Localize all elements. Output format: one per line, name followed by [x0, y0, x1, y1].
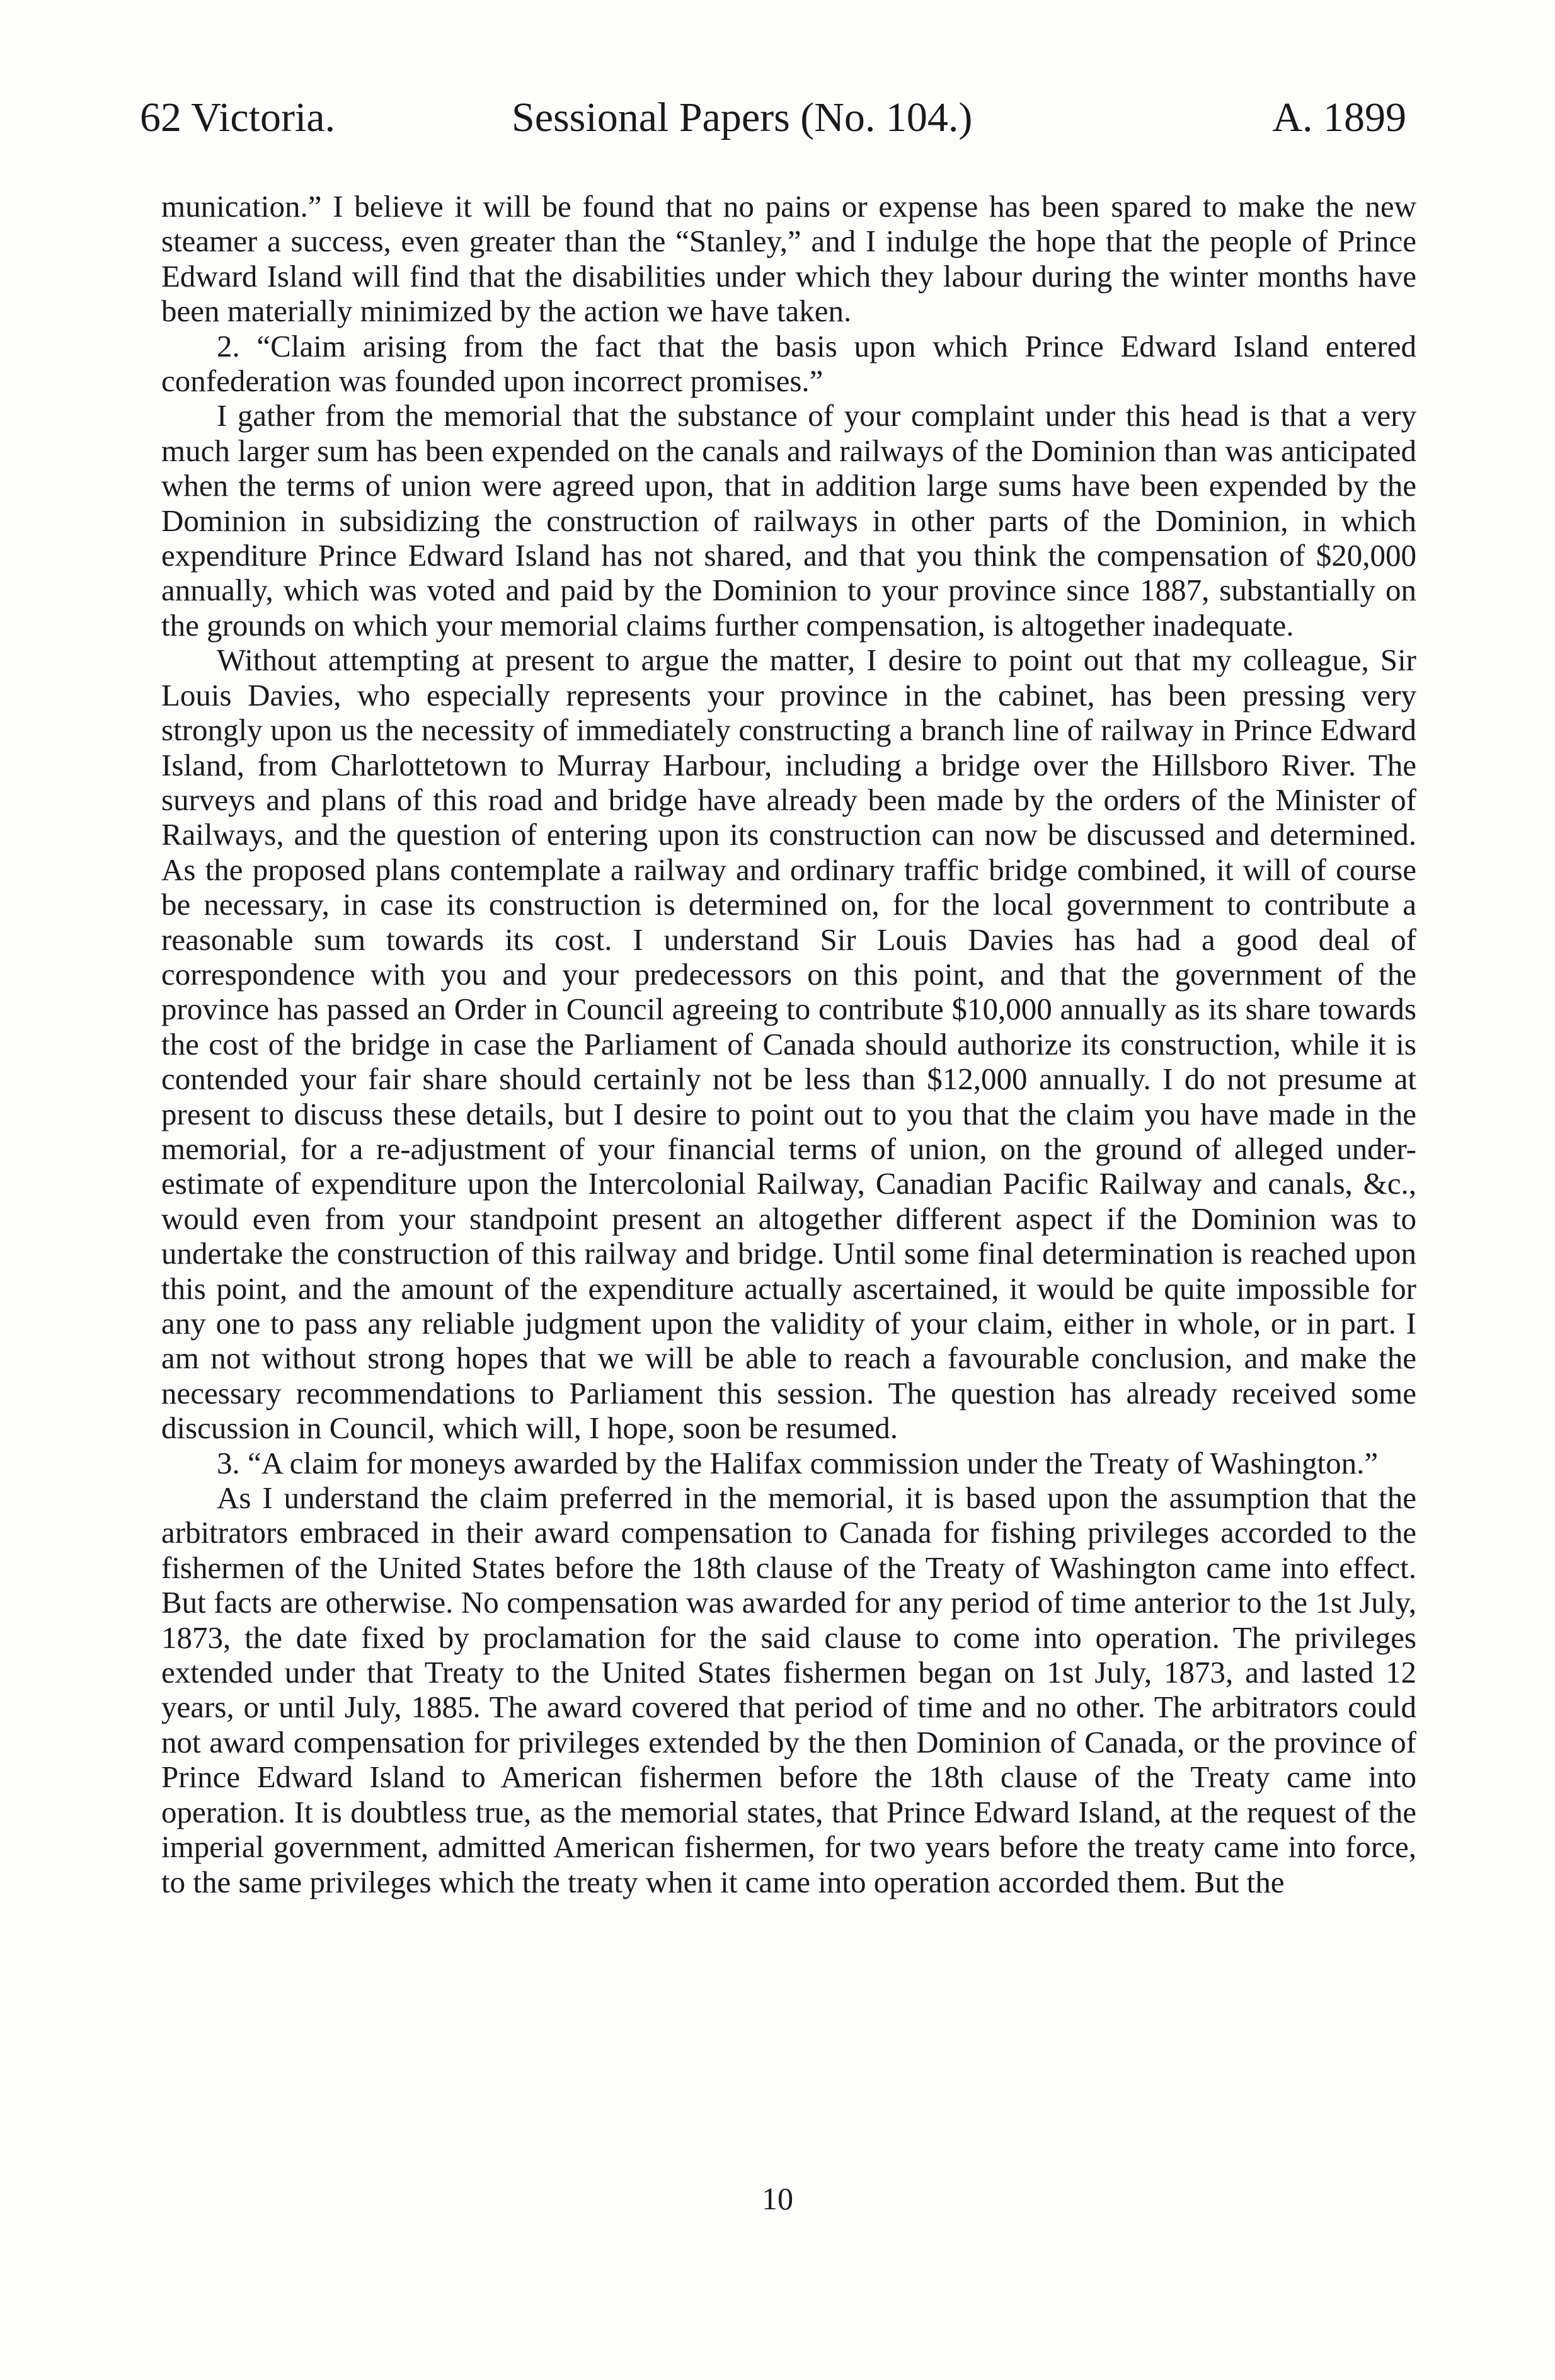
body-text — [161, 189, 1416, 1899]
header-session: 62 Victoria. — [140, 94, 336, 140]
header-year: A. 1899 — [1272, 94, 1406, 140]
paragraph-1: munication.” I believe it will be found that no pains or expense has been spared to make the new steamer a success, even greater than the “Stanley,” and I indulge the hope that the people of Prince Edward Island will find that the disabilities under which they labour during the winter months have been materially minimized by the action we have taken. — [161, 189, 1416, 329]
header-sessional-papers: Sessional Papers (No. 104.) — [512, 94, 973, 140]
paragraph-4: Without attempting at present to argue the matter, I desire to point out that my colleague, Sir Louis Davies, who especially represents your province in the cabinet, has been pressing very strongly upon us the necessity of immediately constructing a branch line of railway in Prince Edward Island, from Charlottetown to Murray Harbour, including a bridge over the Hillsboro River. The surveys and plans of this road and bridge have already been made by the orders of the Minister of Railways, and the question of entering upon its construction can now be discussed and determined. As the proposed plans contemplate a railway and ordinary traffic bridge combined, it will of course be necessary, in case its construction is determined on, for the local government to contribute a reasonable sum towards its cost. I understand Sir Louis Davies has had a good deal of correspondence with you and your predecessors on this point, and that the government of the province has passed an Order in Council agreeing to contribute $10,000 annually as its share towards the cost of the bridge in case the Parliament of Canada should authorize its construction, while it is contended your fair share should certainly not be less than $12,000 annually. I do not presume at present to discuss these details, but I desire to point out to you that the claim you have made in the memorial, for a re-adjustment of your financial terms of union, on the ground of alleged under-estimate of expenditure upon the Intercolonial Railway, Canadian Pacific Railway and canals, &c., would even from your standpoint present an altogether different aspect if the Dominion was to undertake the construction of this railway and bridge. Until some final determination is reached upon this point, and the amount of the expenditure actually ascertained, it would be quite impossible for any one to pass any reliable judgment upon the validity of your claim, either in whole, or in part. I am not without strong hopes that we will be able to reach a favourable conclusion, and make the necessary recommendations to Parliament this session. The question has already received some discussion in Council, which will, I hope, soon be resumed. — [161, 643, 1416, 1446]
page-number: 10 — [762, 2181, 793, 2216]
paragraph-6: As I understand the claim preferred in the memorial, it is based upon the assumption that the arbitrators embraced in their award compensation to Canada for fishing privileges accorded to the fishermen of the United States before the 18th clause of the Treaty of Washington came into effect. But facts are otherwise. No compensation was awarded for any period of time anterior to the 1st July, 1873, the date fixed by proclamation for the said clause to come into operation. The privileges extended under that Treaty to the United States fishermen began on 1st July, 1873, and lasted 12 years, or until July, 1885. The award covered that period of time and no other. The arbitrators could not award compensation for privileges extended by the then Dominion of Canada, or the province of Prince Edward Island to American fishermen before the 18th clause of the Treaty came into operation. It is doubtless true, as the memorial states, that Prince Edward Island, at the request of the imperial government, admitted American fishermen, for two years before the treaty came into force, to the same privileges which the treaty when it came into operation accorded them. But the — [161, 1480, 1416, 1899]
paragraph-3: I gather from the memorial that the substance of your complaint under this head is that a very much larger sum has been expended on the canals and railways of the Dominion than was anticipated when the terms of union were agreed upon, that in addition large sums have been expended by the Dominion in subsidizing the construction of railways in other parts of the Dominion, in which expenditure Prince Edward Island has not shared, and that you think the compensation of $20,000 annually, which was voted and paid by the Dominion to your province since 1887, substantially on the grounds on which your memorial claims further compensation, is altogether inadequate. — [161, 398, 1416, 643]
paragraph-2: 2. “Claim arising from the fact that the basis upon which Prince Edward Island entered confederation was founded upon incorrect promises.” — [161, 328, 1416, 399]
running-header — [140, 89, 1406, 146]
paragraph-5: 3. “A claim for moneys awarded by the Halifax commission under the Treaty of Washington.” — [217, 1445, 1379, 1480]
